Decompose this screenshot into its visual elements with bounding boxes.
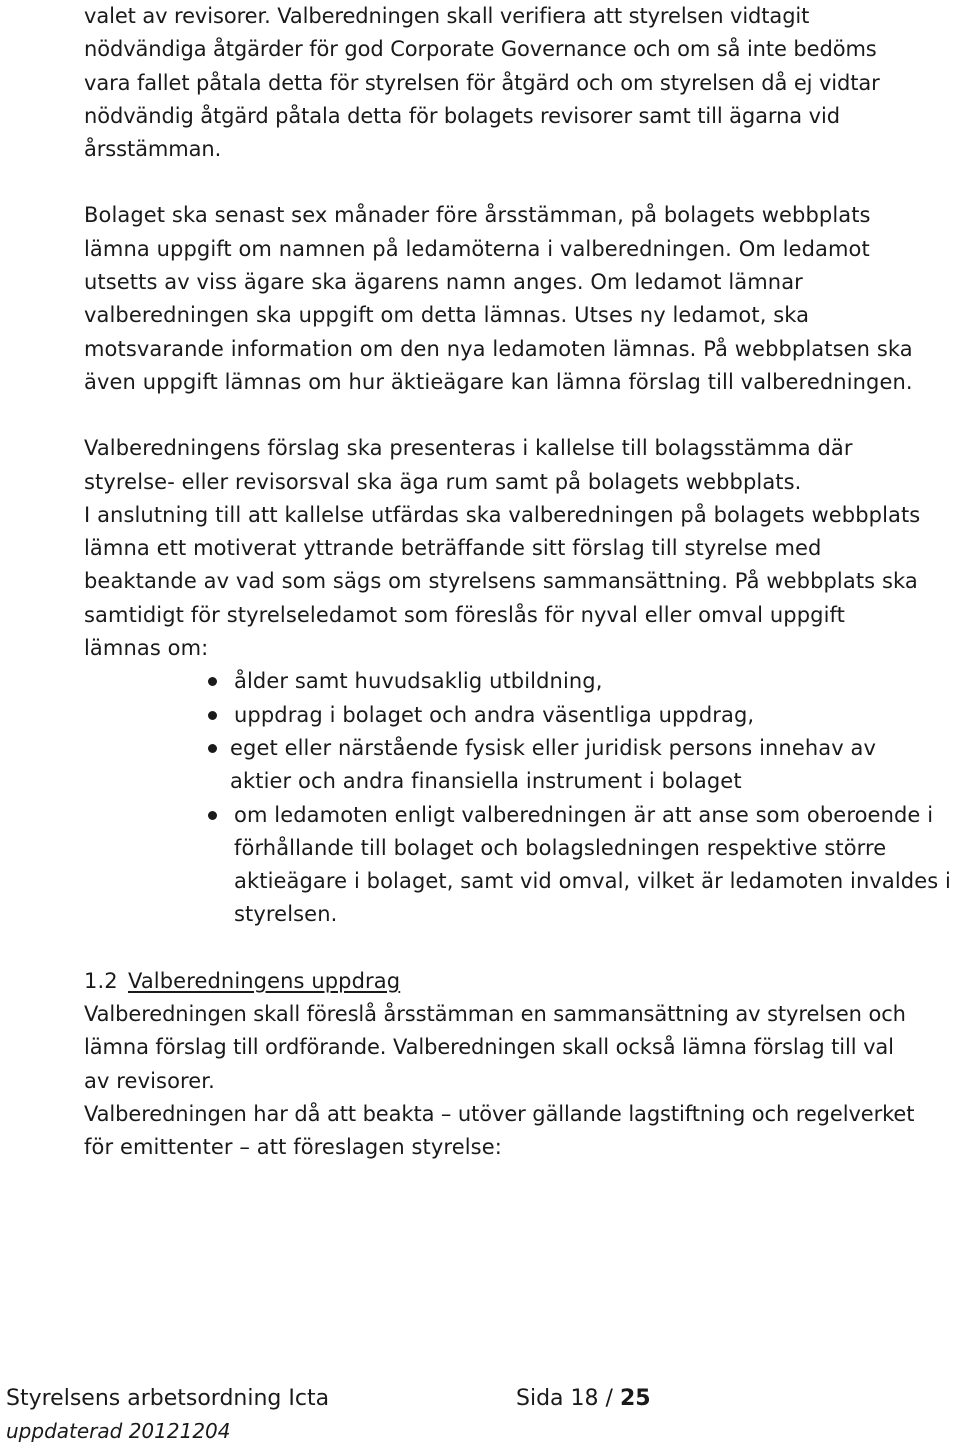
proposal-paragraph [84, 432, 960, 665]
text-line: även uppgift lämnas om hur äktieägare kan lämna förslag till valberedningen. [84, 369, 913, 394]
paragraph-gap [84, 399, 960, 432]
list-item [84, 699, 960, 732]
text-line: valet av revisorer. Valberedningen skall verifiera att styrelsen vidtagit [84, 4, 810, 28]
text-line: eget eller närstående fysisk eller juridisk persons innehav av [230, 735, 877, 760]
document-body [84, 0, 960, 1165]
text-line: I anslutning till att kallelse utfärdas ska valberedningen på bolagets webbplats [84, 502, 921, 527]
text-line: ålder samt huvudsaklig utbildning, [234, 669, 603, 694]
text-line: nödvändig åtgärd påtala detta för bolagets revisorer samt till ägarna vid [84, 103, 840, 128]
page-separator: / [605, 1386, 613, 1411]
disclosure-bullet-list [84, 665, 960, 931]
text-line: uppdrag i bolaget och andra väsentliga uppdrag, [234, 702, 755, 727]
paragraph-gap [84, 166, 960, 199]
section-valberedningens-uppdrag [84, 965, 960, 1165]
text-line: aktieägare i bolaget, samt vid omval, vilket är ledamoten invaldes i [234, 869, 951, 894]
intro-paragraph [84, 0, 960, 166]
text-line: Bolaget ska senast sex månader före årsstämman, på bolagets webbplats [84, 203, 871, 228]
text-line: förhållande till bolaget och bolagsledningen respektive större [234, 835, 887, 860]
text-line: styrelse- eller revisorsval ska äga rum samt på bolagets webbplats. [84, 469, 802, 494]
paragraph-gap [84, 932, 960, 965]
bullet-icon [208, 677, 217, 686]
text-line: om ledamoten enligt valberedningen är att anse som oberoende i [234, 802, 934, 827]
text-line: lämna ett motiverat yttrande beträffande sitt förslag till styrelse med [84, 536, 822, 561]
text-line: valberedningen ska uppgift om detta lämnas. Utses ny ledamot, ska [84, 303, 810, 328]
page-label: Sida [516, 1386, 564, 1411]
page-current: 18 [570, 1386, 599, 1411]
updated-date: uppdaterad 20121204 [6, 1419, 231, 1443]
text-line: nödvändiga åtgärder för god Corporate Governance och om så inte bedöms [84, 37, 877, 62]
text-line: lämna uppgift om namnen på ledamöterna i valberedningen. Om ledamot [84, 236, 870, 261]
text-line: beaktande av vad som sägs om styrelsens sammansättning. På webbplats ska [84, 569, 918, 594]
text-line: utsetts av viss ägare ska ägarens namn anges. Om ledamot lämnar [84, 270, 803, 295]
section-number: 1.2 [84, 968, 118, 993]
list-item [84, 732, 960, 799]
list-item [84, 665, 960, 698]
text-line: Valberedningens förslag ska presenteras i kallelse till bolagsstämma där [84, 436, 853, 461]
text-line: lämnas om: [84, 636, 209, 661]
text-line: Valberedningen skall föreslå årsstämman en sammansättning av styrelsen och [84, 1002, 906, 1027]
page-number [516, 1382, 651, 1416]
footer-row [6, 1382, 960, 1416]
text-line: styrelsen. [234, 902, 338, 927]
page-footer [6, 1382, 960, 1446]
text-line: lämna förslag till ordförande. Valberedningen skall också lämna förslag till val [84, 1035, 894, 1060]
page-total: 25 [619, 1386, 651, 1411]
website-paragraph [84, 199, 960, 399]
text-line: årsstämman. [84, 137, 222, 162]
list-item [84, 799, 960, 932]
text-line: av revisorer. [84, 1068, 215, 1093]
bullet-icon [208, 744, 217, 753]
text-line: för emittenter – att föreslagen styrelse: [84, 1135, 502, 1160]
text-line: aktier och andra finansiella instrument i bolaget [230, 769, 742, 794]
document-title: Styrelsens arbetsordning Icta [6, 1386, 330, 1411]
section-heading [84, 965, 960, 998]
bullet-icon [208, 811, 217, 820]
text-line: Valberedningen har då att beakta – utöver gällande lagstiftning och regelverket [84, 1101, 915, 1126]
text-line: vara fallet påtala detta för styrelsen för åtgärd och om styrelsen då ej vidtar [84, 70, 880, 95]
text-line: samtidigt för styrelseledamot som föreslås för nyval eller omval uppgift [84, 602, 845, 627]
text-line: motsvarande information om den nya ledamoten lämnas. På webbplatsen ska [84, 336, 913, 361]
section-title: Valberedningens uppdrag [128, 968, 401, 993]
bullet-icon [208, 711, 217, 720]
